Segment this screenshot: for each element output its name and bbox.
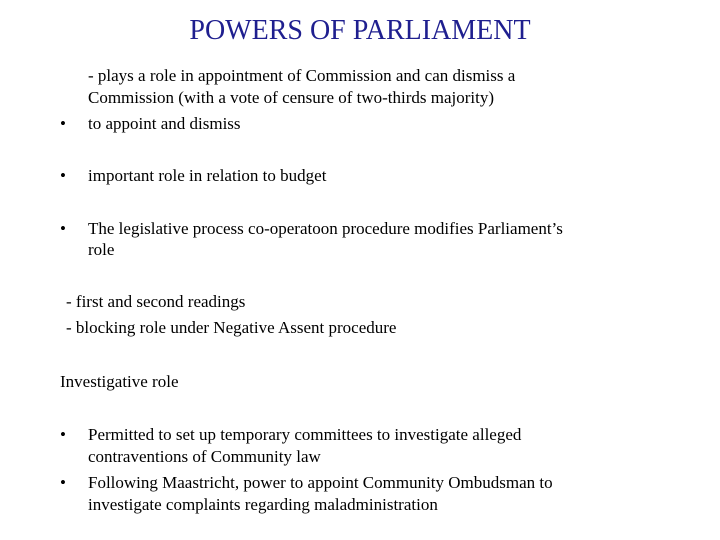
bullet-icon: • <box>60 425 66 444</box>
readings-line-2: - blocking role under Negative Assent procedure <box>66 318 397 337</box>
commission-line-2: Commission (with a vote of censure of two-thirds majority) <box>88 88 495 107</box>
legislative-line-1: The legislative process co-operatoon procedure modifies Parliament’s <box>88 219 563 238</box>
investigative-heading: Investigative role <box>60 372 179 391</box>
investigative-item-2-line-2: investigate complaints regarding maladministration <box>88 495 438 514</box>
bullet-icon: • <box>60 166 66 185</box>
investigative-item-1-line-2: contraventions of Community law <box>88 447 321 466</box>
legislative-line-2: role <box>88 240 115 259</box>
investigative-item-2-line-1: Following Maastricht, power to appoint Community Ombudsman to <box>88 473 553 492</box>
slide-title: POWERS OF PARLIAMENT <box>189 15 531 46</box>
investigative-item-1-line-1: Permitted to set up temporary committees to investigate alleged <box>88 425 522 444</box>
budget-bullet: important role in relation to budget <box>88 166 327 185</box>
commission-line-1: - plays a role in appointment of Commission and can dismiss a <box>88 66 516 85</box>
appoint-dismiss-bullet: to appoint and dismiss <box>88 114 241 133</box>
bullet-icon: • <box>60 473 66 492</box>
bullet-icon: • <box>60 219 66 238</box>
readings-line-1: - first and second readings <box>66 292 246 311</box>
bullet-icon: • <box>60 114 66 133</box>
